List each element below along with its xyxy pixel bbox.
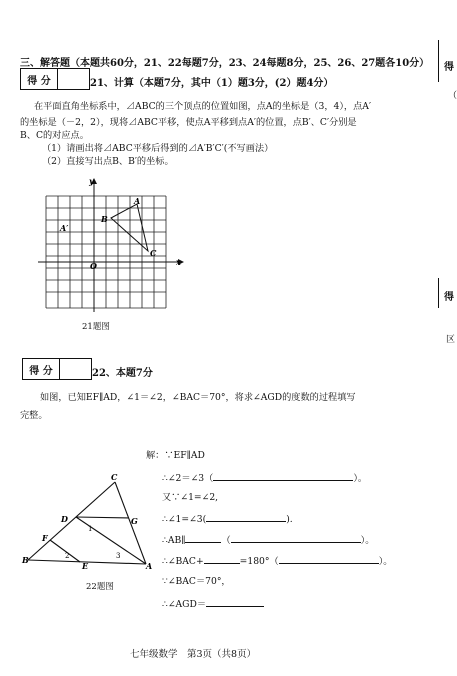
angle-3-label: 3 [116, 552, 121, 560]
solution-line7: ∵∠BAC＝70°， [162, 576, 231, 587]
label-e: E [82, 561, 89, 571]
solution-line6-end: ）。 [378, 556, 393, 567]
q22-triangle-figure [18, 468, 158, 578]
solution-line5-mid: （ [221, 535, 231, 546]
solution-line8 [162, 596, 264, 613]
label-c: C [111, 472, 118, 482]
angle-2-label: 2 [65, 552, 70, 560]
side-cb [28, 482, 115, 560]
side-border-top [438, 40, 439, 82]
origin-label: O [90, 261, 97, 271]
q21-title: 21、计算（本题7分，其中（1）题3分，(2）题4分） [90, 78, 334, 89]
solution-line6-mid: =180°（ [239, 556, 279, 567]
q21-caption: 21题图 [82, 322, 110, 332]
segment-dg [76, 517, 129, 518]
label-f: F [42, 533, 48, 543]
solution-line4-end: ). [286, 514, 293, 525]
blank-angle-name[interactable] [204, 553, 240, 564]
q22-title: 22、本题7分 [92, 368, 153, 379]
q22-caption: 22题图 [86, 582, 114, 592]
solution-line8-start: ∴∠AGD＝ [162, 599, 207, 610]
q22-text-line1: 如图，已知EF∥AD，∠1＝∠2，∠BAC＝70°，将求∠AGD的度数的过程填写 [40, 392, 356, 403]
solution-line4-start: ∴∠1=∠3( [162, 514, 207, 525]
point-a-prime-label: A′ [60, 223, 69, 233]
solution-line2 [162, 470, 367, 487]
solution-line6 [162, 553, 392, 570]
section-header: 三、解答题（本题共60分，21、22每题7分，23、24每题8分，25、26、27题各10分） [20, 58, 430, 69]
q21-text-line1: 在平面直角坐标系中，⊿ABC的三个顶点的位置如图，点A的坐标是（3，4），点A′ [34, 101, 372, 112]
blank-answer[interactable] [206, 596, 264, 607]
solution-line3: 又∵∠1=∠2, [162, 492, 219, 503]
score-label: 得 分 [23, 359, 60, 379]
page-footer: 七年级数学 第3页（共8页） [130, 649, 257, 660]
label-a: A [146, 561, 153, 571]
label-b: B [22, 555, 29, 565]
blank-reason-4[interactable] [279, 553, 379, 564]
solution-line2-start: ∴∠2＝∠3（ [162, 473, 214, 484]
solution-line6-start: ∴∠BAC+ [162, 556, 204, 567]
blank-reason-2[interactable] [206, 511, 286, 522]
point-a-label: A [134, 196, 141, 206]
score-blank[interactable] [58, 69, 88, 89]
solution-line1: 解：∵EF∥AD [146, 450, 205, 461]
x-label: x [176, 257, 181, 267]
solution-line4 [162, 511, 293, 528]
score-box-22 [22, 358, 92, 380]
side-fragment-bottom: 区 [446, 335, 456, 345]
point-c-label: C [150, 248, 157, 258]
label-g: G [131, 516, 138, 526]
blank-reason-3[interactable] [231, 532, 361, 543]
point-b-label: B [101, 214, 108, 224]
side-fragment-top: 得 [444, 62, 454, 73]
score-box-21 [20, 68, 90, 90]
side-fragment-mid2: 得 [444, 292, 454, 303]
solution-line5-end: ）。 [360, 535, 375, 546]
y-label: y [89, 176, 94, 186]
label-d: D [61, 514, 68, 524]
side-fragment-mid1: （ [448, 91, 457, 101]
q21-text-line2: 的坐标是（－2，2），现将⊿ABC平移，使点A平移到点A′的位置，点B′、C′分别是 [20, 117, 357, 128]
q21-sub2: （2）直接写出点B、B′的坐标。 [42, 156, 174, 167]
q21-sub1: （1）请画出将⊿ABC平移后得到的⊿A′B′C′(不写画法） [42, 143, 274, 154]
solution-line2-end: ）。 [353, 473, 368, 484]
blank-line-name[interactable] [185, 532, 221, 543]
q21-grid-figure [30, 170, 190, 330]
score-label: 得 分 [21, 69, 58, 89]
score-blank[interactable] [60, 359, 90, 379]
solution-line5 [162, 532, 374, 549]
side-border-mid [438, 278, 439, 308]
grid-lines [46, 196, 166, 308]
blank-reason-1[interactable] [213, 470, 353, 481]
solution-line5-start: ∴AB∥ [162, 535, 186, 546]
q22-text-line2: 完整。 [20, 410, 48, 421]
q21-text-line3: B、C的对应点。 [20, 130, 89, 141]
angle-1-label: 1 [88, 525, 93, 533]
